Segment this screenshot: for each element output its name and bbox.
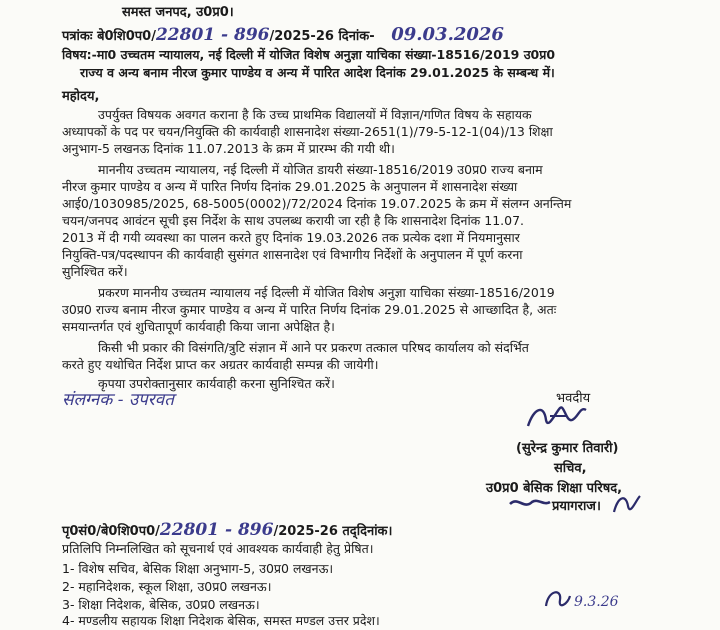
para2-line-7: सुनिश्चित करें। xyxy=(62,264,128,279)
copy-item-3: 3- शिक्षा निदेशक, बेसिक, उ0प्र0 लखनऊ। xyxy=(62,597,260,612)
para4-line-1: किसी भी प्रकार की विसंगति/त्रुटि संज्ञान में आने पर प्रकरण तत्काल परिषद कार्यालय को संदर्भित xyxy=(98,340,529,355)
addressee-line: समस्त जनपद, उ0प्र0। xyxy=(122,5,234,20)
para2-line-2: नीरज कुमार पाण्डेय व अन्य में पारित निर्णय दिनांक 29.01.2025 के अनुपालन में शासनादेश संख्या xyxy=(62,179,518,194)
para2-line-4: चयन/जनपद आवंटन सूची इस निर्देश के साथ उपलब्ध करायी जा रही है कि शासनादेश दिनांक 11.07. xyxy=(62,213,525,228)
copy-item-2: 2- महानिदेशक, स्कूल शिक्षा, उ0प्र0 लखनऊ। xyxy=(62,579,272,594)
copy-reference-prefix: पृ0सं0/बे0शि0प0/ xyxy=(62,524,160,539)
para1-line-2: अध्यापकों के पद पर चयन/नियुक्ति की कार्यवाही शासनादेश संख्या-2651(1)/79-5-12-1(04)/13 शिक्षा xyxy=(62,124,553,139)
copy-signature-scribble-icon xyxy=(540,584,574,618)
signature-scribble-icon xyxy=(520,398,600,438)
copy-item-4: 4- मण्डलीय सहायक शिक्षा निदेशक बेसिक, समस्त मण्डल उत्तर प्रदेश। xyxy=(62,613,380,628)
para3-line-1: प्रकरण माननीय उच्चतम न्यायालय नई दिल्ली में योजित विशेष अनुज्ञा याचिका संख्या-18516/2019 xyxy=(98,285,555,300)
reference-handwritten-number: 22801 - 896 xyxy=(155,25,270,45)
copy-reference-suffix: /2025-26 तद्‌दिनांक। xyxy=(273,524,393,539)
copy-handwritten-number: 22801 - 896 xyxy=(159,520,274,540)
para2-line-6: नियुक्ति-पत्र/पदस्थापन की कार्यवाही सुसंगत शासनादेश एवं विभागीय निर्देशों के अनुपालन में पूर्ण करना xyxy=(62,247,523,262)
salutation: महोदय, xyxy=(62,89,100,104)
handwritten-enclosure: संलग्नक - उपरवत xyxy=(62,390,174,410)
signatory-place: प्रयागराज। xyxy=(552,499,601,514)
reference-suffix: /2025-26 दिनांक- xyxy=(269,29,375,44)
stroke-mark-icon xyxy=(508,494,552,512)
para2-line-3: आई0/1030985/2025, 68-5005(0002)/72/2024 दिनांक 19.07.2025 के क्रम में संलग्न अनन्तिम xyxy=(62,196,572,211)
closing-text: भवदीय xyxy=(556,391,591,406)
subject-line-1: विषय:-मा0 उच्चतम न्यायालय, नई दिल्ली में योजित विशेष अनुज्ञा याचिका संख्या-18516/2019 उ0प्र0 xyxy=(62,47,556,62)
para1-line-3: अनुभाग-5 लखनऊ दिनांक 11.07.2013 के क्रम में प्रारम्भ की गयी थी। xyxy=(62,141,395,156)
handwritten-date: 09.03.2026 xyxy=(391,24,504,45)
para4-line-2: करते हुए यथोचित निर्देश प्राप्त कर अग्रतर कार्यवाही सम्पन्न की जायेगी। xyxy=(62,357,379,372)
copy-intro: प्रतिलिपि निम्नलिखित को सूचनार्थ एवं आवश्यक कार्यवाही हेतु प्रेषित। xyxy=(62,541,374,556)
initials-scribble-icon xyxy=(608,488,644,524)
para3-line-3: समयान्तर्गत एवं शुचितापूर्ण कार्यवाही किया जाना अपेक्षित है। xyxy=(62,319,335,334)
copy-handwritten-date: 9.3.26 xyxy=(574,594,619,610)
signatory-designation: सचिव, xyxy=(554,461,587,476)
para5-line: कृपया उपरोक्तानुसार कार्यवाही करना सुनिश्चित करें। xyxy=(98,376,335,391)
copy-reference-line xyxy=(62,522,392,540)
signatory-office: उ0प्र0 बेसिक शिक्षा परिषद, xyxy=(486,481,623,496)
subject-line-2: राज्य व अन्य बनाम नीरज कुमार पाण्डेय व अन्य में पारित आदेश दिनांक 29.01.2025 के सम्बन्ध में। xyxy=(80,65,555,80)
signatory-name: (सुरेन्द्र कुमार तिवारी) xyxy=(516,441,619,456)
reference-prefix: पत्रांकः बे0शि0प0/ xyxy=(62,29,156,44)
para3-line-2: उ0प्र0 राज्य बनाम नीरज कुमार पाण्डेय व अन्य में पारित निर्णय दिनांक 29.01.2025 से आच्छादित है, अतः xyxy=(62,302,557,317)
para2-line-5: 2013 में दी गयी व्यवस्था का पालन करते हुए दिनांक 19.03.2026 तक प्रत्येक दशा में नियमानुसार xyxy=(62,230,520,245)
para1-line-1: उपर्युक्त विषयक अवगत कराना है कि उच्च प्राथमिक विद्यालयों में विज्ञान/गणित विषय के सहायक xyxy=(98,107,532,122)
copy-item-1: 1- विशेष सचिव, बेसिक शिक्षा अनुभाग-5, उ0प्र0 लखनऊ। xyxy=(62,561,334,576)
para2-line-1: माननीय उच्चतम न्यायालय, नई दिल्ली में योजित डायरी संख्या-18516/2019 उ0प्र0 राज्य बनाम xyxy=(98,162,543,177)
reference-line xyxy=(62,26,504,45)
